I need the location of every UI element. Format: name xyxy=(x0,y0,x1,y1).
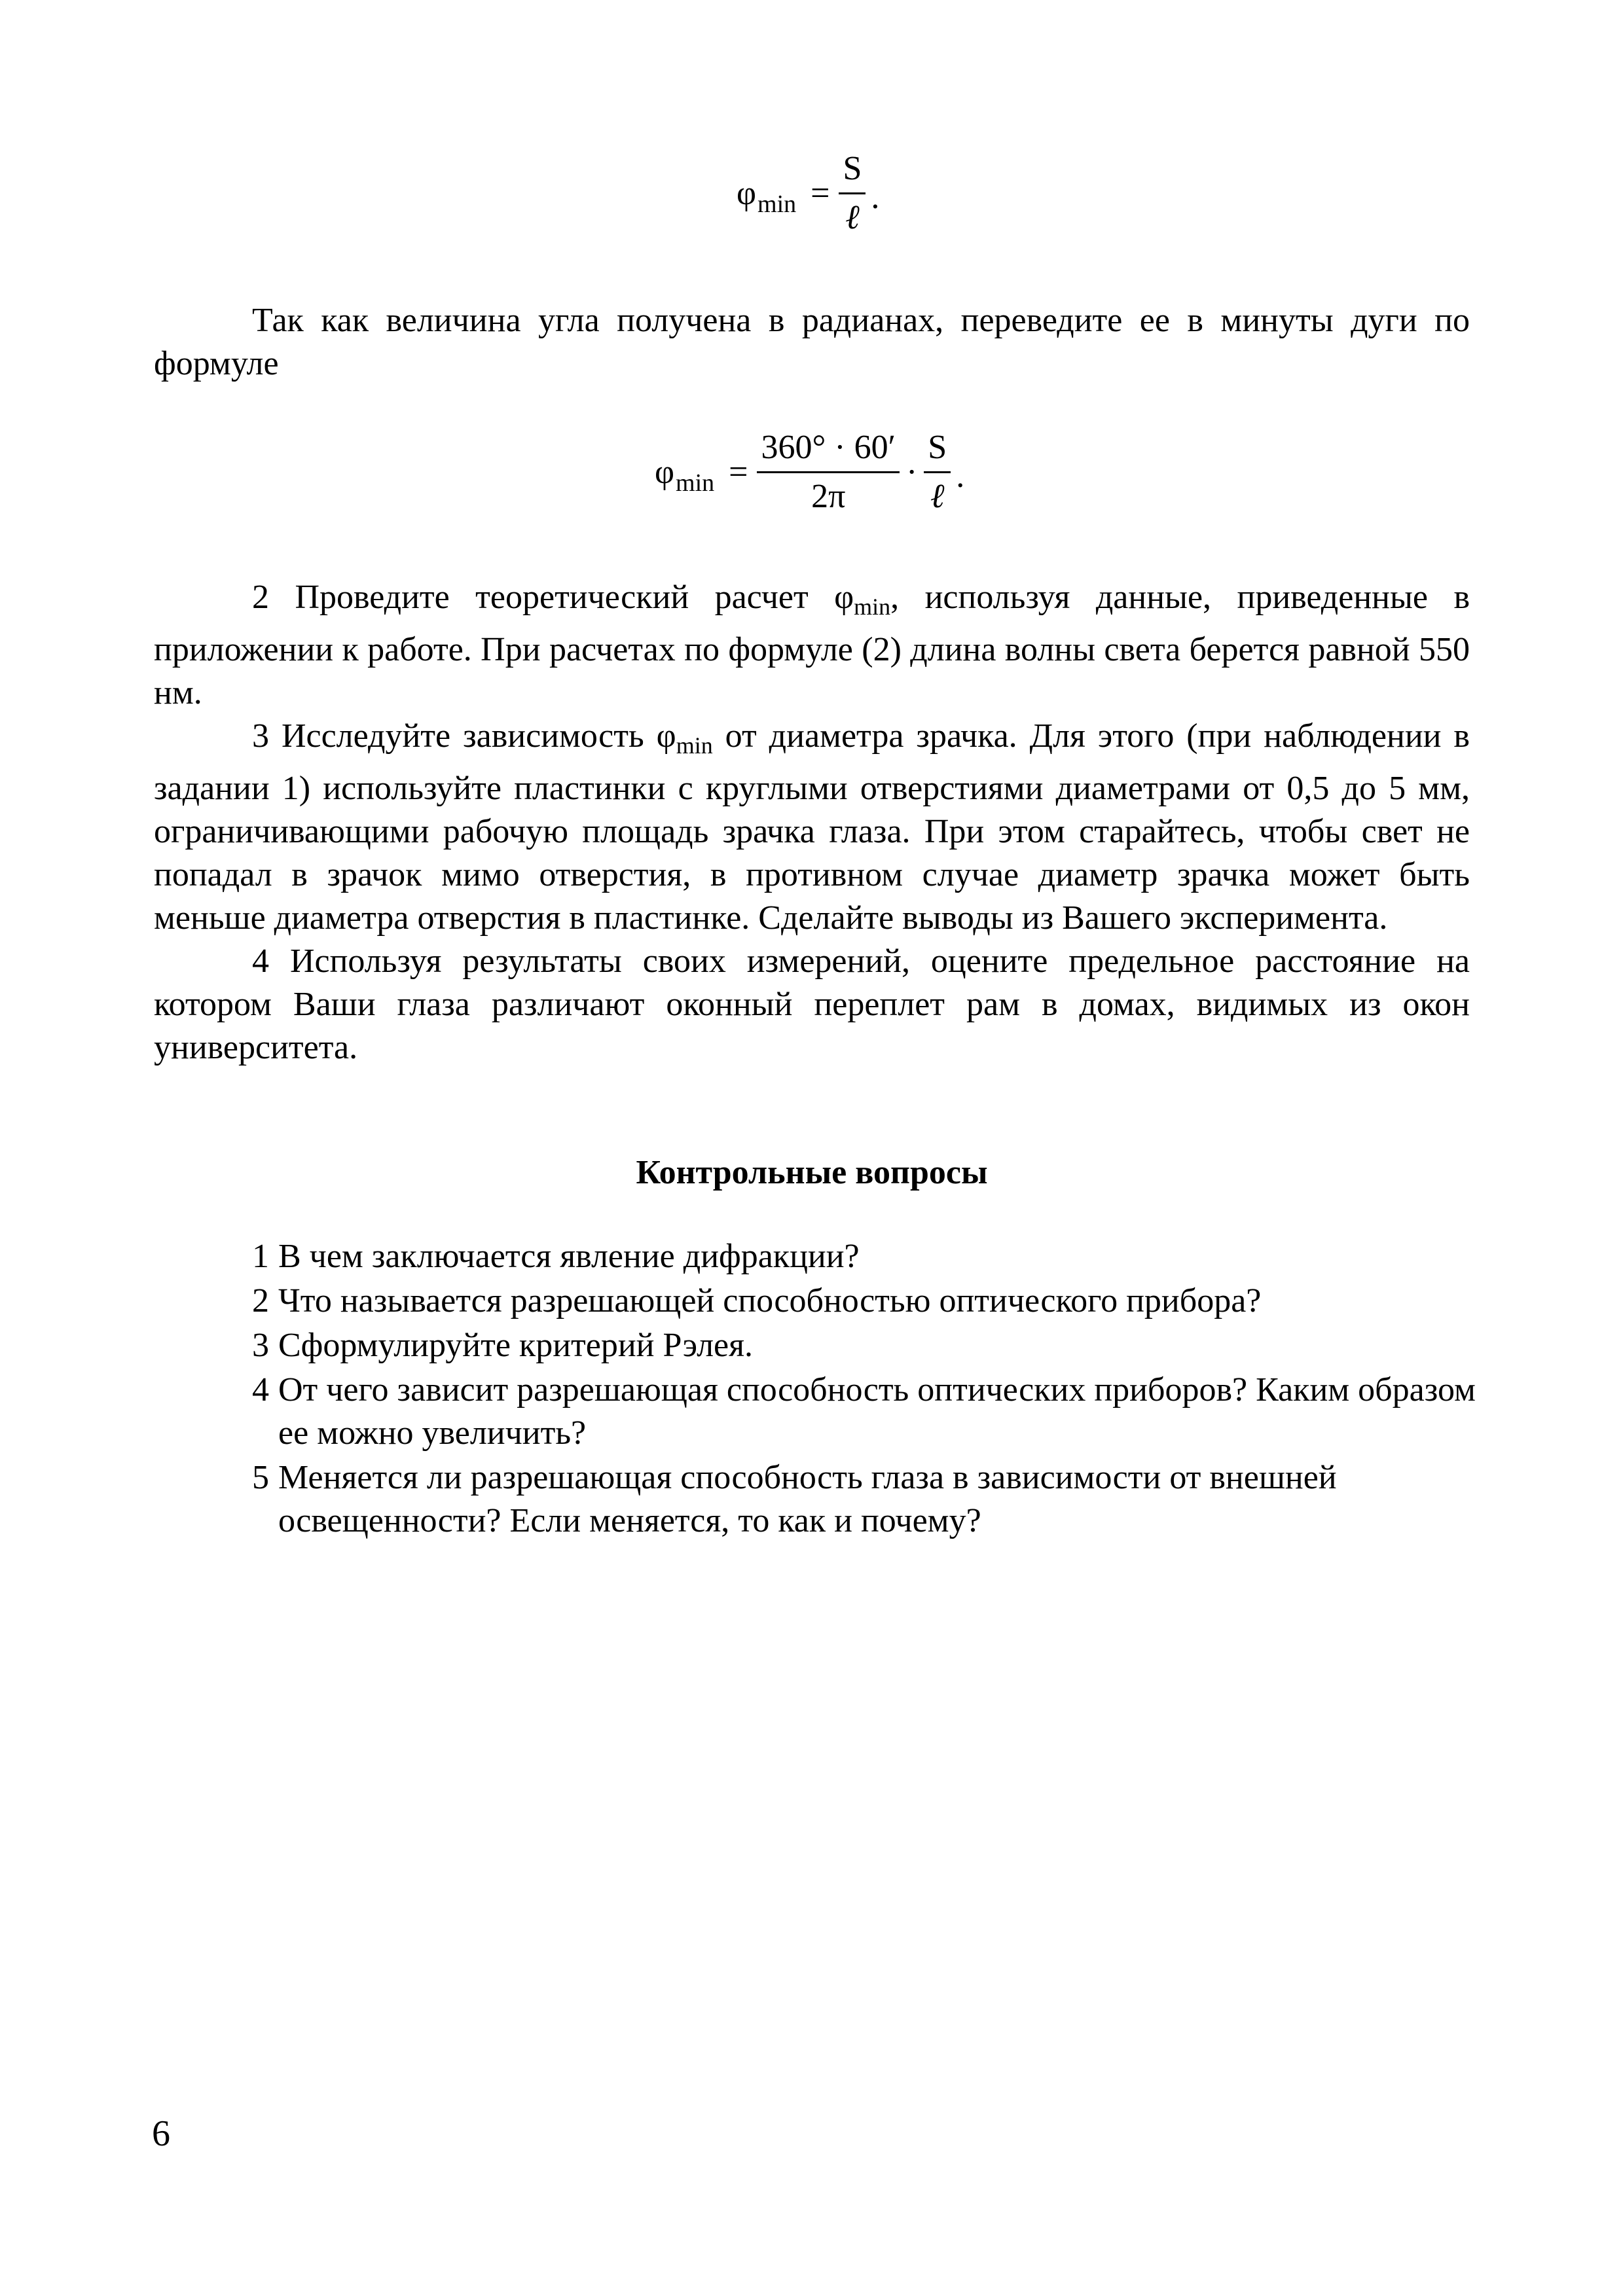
question-number: 1 xyxy=(252,1238,269,1275)
min-subscript: min xyxy=(676,469,715,497)
question-number: 5 xyxy=(252,1459,269,1496)
list-item xyxy=(252,1369,1476,1455)
min-subscript: min xyxy=(854,594,891,620)
task-item-4: 4 Используя результаты своих измерений, оцените предельное расстояние на котором Ваши глаза различают оконный переплет рам в домах, видимых из окон университета. xyxy=(154,942,1470,1066)
fraction xyxy=(839,152,866,235)
question-number: 3 xyxy=(252,1327,269,1364)
list-item xyxy=(252,1456,1476,1543)
questions-list xyxy=(252,1235,1476,1544)
formula-period: . xyxy=(956,457,965,495)
item3-before: 3 Исследуйте зависимость φ xyxy=(252,717,676,755)
list-item xyxy=(252,1324,1476,1367)
fraction-numerator: S xyxy=(924,431,951,473)
item3-after: от диаметра зрачка. Для этого (при наблюдении в задании 1) используйте пластинки с круглыми отверстиями диаметрами от 0,5 до 5 мм, ограничивающими рабочую площадь зрачка глаза. При этом старайтесь, чтобы свет не попадал в зрачок мимо отверстия, в противном случае диаметр зрачка может быть меньше диаметра отверстия в пластинке. Сделайте выводы из Вашего эксперимента. xyxy=(154,717,1470,937)
item2-before: 2 Проведите теоретический расчет φ xyxy=(252,579,854,616)
formula-phi-min-arc-minutes xyxy=(655,431,964,514)
list-item xyxy=(252,1280,1476,1323)
page-number: 6 xyxy=(152,2113,170,2154)
equals-sign: = xyxy=(811,174,830,212)
phi-symbol: φ xyxy=(655,453,675,491)
question-text: В чем заключается явление дифракции? xyxy=(278,1238,860,1275)
fraction-denominator: 2π xyxy=(811,478,846,515)
item2-after: , используя данные, приведенные в приложении к работе. При расчетах по формуле (2) длина волны света берется равной 550 нм. xyxy=(154,579,1470,711)
intro-paragraph xyxy=(154,299,1470,386)
task-item-3 xyxy=(154,715,1470,940)
list-item xyxy=(252,1235,1476,1278)
question-text: Меняется ли разрешающая способность глаза в зависимости от внешней освещенности? Если меняется, то как и почему? xyxy=(278,1459,1337,1539)
phi-symbol: φ xyxy=(737,174,757,212)
questions-heading: Контрольные вопросы xyxy=(636,1154,988,1191)
question-number: 4 xyxy=(252,1371,269,1408)
fraction-numerator: S xyxy=(839,152,866,194)
fraction-denominator: ℓ xyxy=(845,199,860,236)
fraction-s-over-l xyxy=(924,431,951,514)
question-number: 2 xyxy=(252,1282,269,1319)
formula-phi-min-ratio xyxy=(737,152,879,235)
equals-sign: = xyxy=(729,453,748,491)
fraction-numerator: 360° · 60′ xyxy=(757,431,900,473)
min-subscript: min xyxy=(757,190,797,218)
question-text: Что называется разрешающей способностью оптического прибора? xyxy=(278,1282,1262,1319)
min-subscript: min xyxy=(676,732,713,759)
question-text: Сформулируйте критерий Рэлея. xyxy=(278,1327,754,1364)
multiply-dot: · xyxy=(905,453,918,491)
fraction-degrees xyxy=(757,431,900,514)
fraction-denominator: ℓ xyxy=(930,478,945,515)
task-items xyxy=(154,576,1470,1069)
question-text: От чего зависит разрешающая способность оптических приборов? Каким образом ее можно увеличить? xyxy=(278,1371,1476,1452)
intro-text: Так как величина угла получена в радианах, переведите ее в минуты дуги по формуле xyxy=(154,302,1470,382)
task-item-2 xyxy=(154,576,1470,715)
formula-period: . xyxy=(871,178,880,216)
